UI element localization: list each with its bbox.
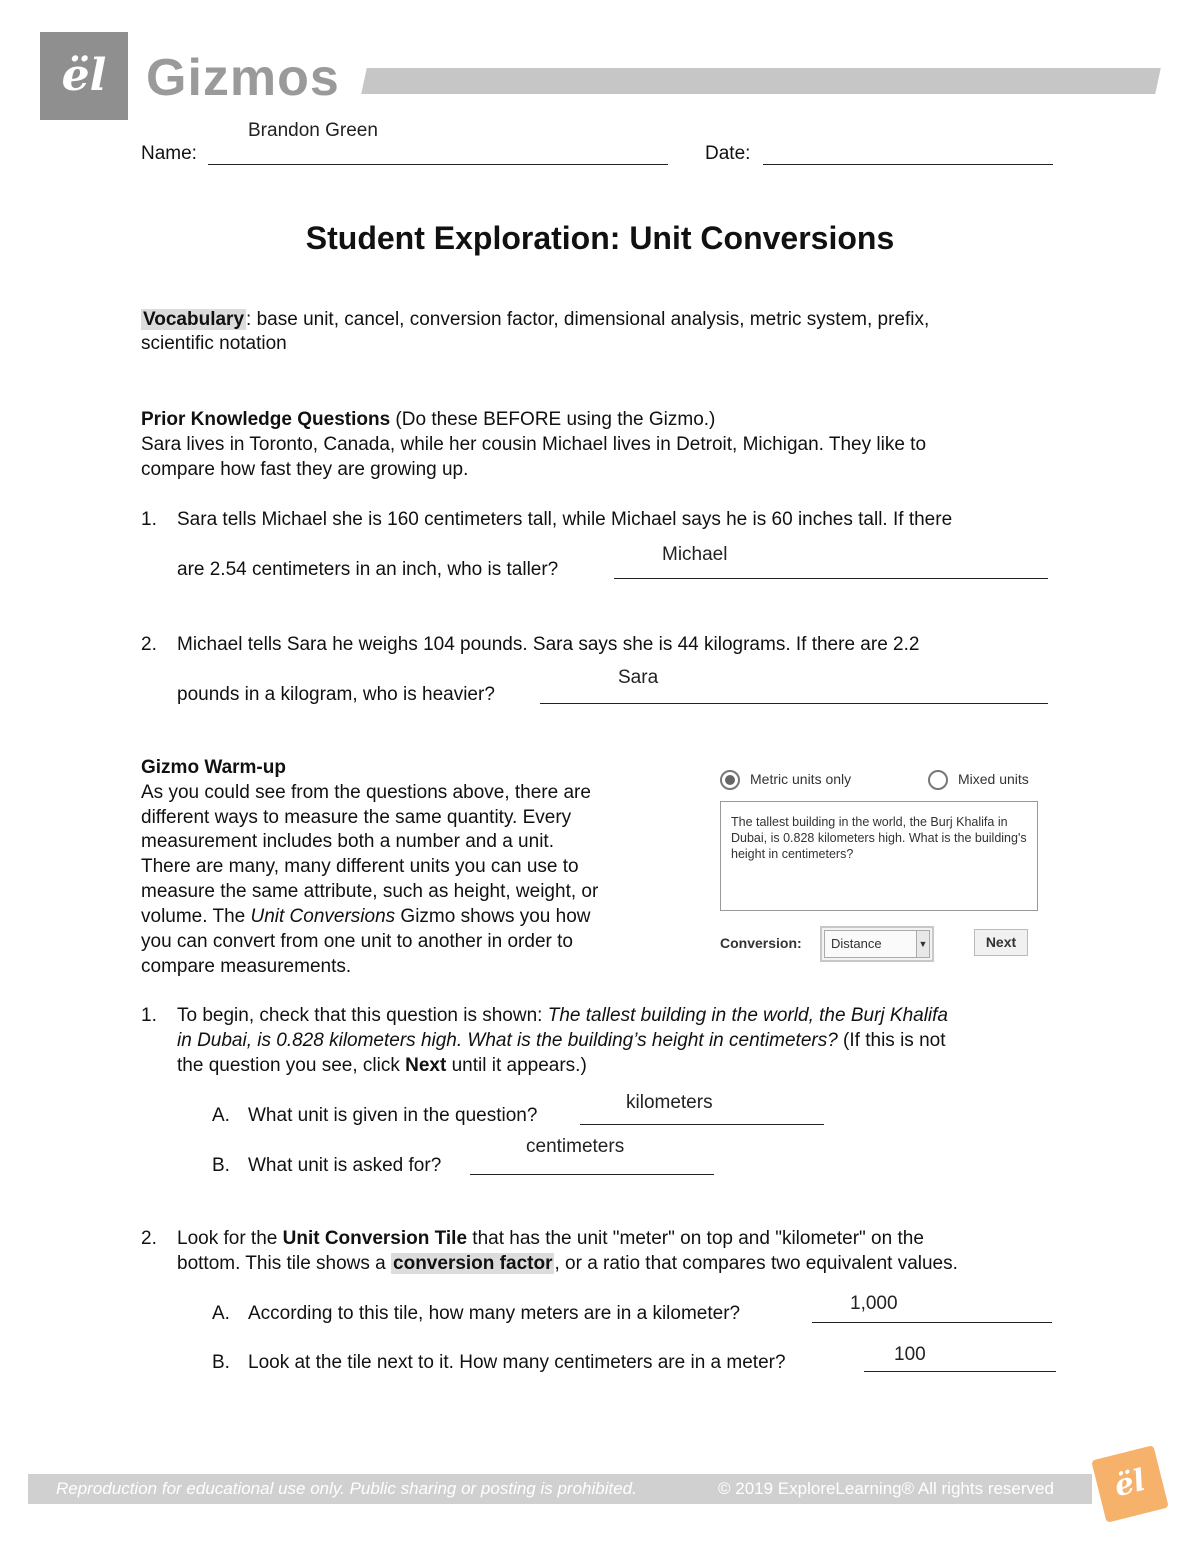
warmup-q2b-label: B. xyxy=(212,1352,230,1373)
warmup-line-7: you can convert from one unit to another in order to xyxy=(141,931,573,952)
date-label: Date: xyxy=(705,143,751,164)
gizmos-logo xyxy=(40,32,128,120)
warmup-line-6-pre: volume. The xyxy=(141,906,251,927)
warmup-q2-line-1-pre: Look for the xyxy=(177,1228,283,1249)
warmup-q2-line-1-post: that has the unit "meter" on top and "kilometer" on the xyxy=(467,1228,924,1249)
date-field[interactable] xyxy=(763,164,1053,165)
metric-units-label: Metric units only xyxy=(750,771,852,787)
pk-q2-line-2: pounds in a kilogram, who is heavier? xyxy=(177,684,495,705)
prior-intro-1: Sara lives in Toronto, Canada, while her cousin Michael lives in Detroit, Michigan. They like to xyxy=(141,434,927,455)
metric-units-radio[interactable] xyxy=(720,770,740,790)
conversion-select[interactable] xyxy=(820,926,934,962)
warmup-q1-number: 1. xyxy=(141,1005,157,1026)
prior-knowledge-title: Prior Knowledge Questions xyxy=(141,409,391,430)
vocabulary-terms-1: : base unit, cancel, conversion factor, dimensional analysis, metric system, prefix, xyxy=(246,309,930,330)
warmup-q2-line-1 xyxy=(177,1226,924,1251)
prior-knowledge-heading xyxy=(141,407,715,432)
warmup-line-6 xyxy=(141,904,591,929)
warmup-q1a-answer-line[interactable] xyxy=(580,1124,824,1125)
warmup-line-1: As you could see from the questions above, there are xyxy=(141,782,591,803)
pk-q2-answer: Sara xyxy=(618,667,659,688)
gizmo-question-box xyxy=(720,801,1038,911)
footer-logo-mark: ël xyxy=(1110,1462,1149,1505)
warmup-line-8: compare measurements. xyxy=(141,956,352,977)
pk-q1-line-1: Sara tells Michael she is 160 centimeters tall, while Michael says he is 60 inches tall. If there xyxy=(177,509,953,530)
pk-q1-line-2: are 2.54 centimeters in an inch, who is taller? xyxy=(177,559,559,580)
brand-name: Gizmos xyxy=(146,49,340,107)
warmup-q1b-answer: centimeters xyxy=(526,1136,625,1157)
warmup-line-5: measure the same attribute, such as height, weight, or xyxy=(141,881,599,902)
vocabulary-line-1 xyxy=(141,307,929,332)
warmup-q1b-label: B. xyxy=(212,1155,230,1176)
prior-intro-2: compare how fast they are growing up. xyxy=(141,459,469,480)
footer-notice: Reproduction for educational use only. Public sharing or posting is prohibited. xyxy=(56,1479,637,1498)
warmup-q1-line-2-post: (If this is not xyxy=(837,1030,946,1051)
warmup-q1a-text: What unit is given in the question? xyxy=(248,1105,538,1126)
warmup-q1b-text: What unit is asked for? xyxy=(248,1155,442,1176)
pk-q2-number: 2. xyxy=(141,634,157,655)
vocabulary-line-2: scientific notation xyxy=(141,333,287,354)
warmup-line-2: different ways to measure the same quantity. Every xyxy=(141,807,572,828)
chevron-down-icon[interactable]: ▼ xyxy=(916,930,930,958)
warmup-q1a-label: A. xyxy=(212,1105,230,1126)
warmup-q2-number: 2. xyxy=(141,1228,157,1249)
warmup-q2b-text: Look at the tile next to it. How many centimeters are in a meter? xyxy=(248,1352,786,1373)
warmup-q1-line-1 xyxy=(177,1003,948,1028)
warmup-line-4: There are many, many different units you can use to xyxy=(141,856,579,877)
gizmo-name: Unit Conversions xyxy=(250,906,396,927)
warmup-q1-line-2-em: in Dubai, is 0.828 kilometers high. What is the building’s height in centimeters? xyxy=(177,1030,838,1051)
conversion-factor-term: conversion factor xyxy=(393,1253,553,1274)
vocabulary-label: Vocabulary xyxy=(143,309,245,330)
warmup-q2a-text: According to this tile, how many meters are in a kilometer? xyxy=(248,1303,741,1324)
footer-copyright: © 2019 ExploreLearning® All rights reserved xyxy=(718,1479,1054,1498)
name-line xyxy=(208,164,668,165)
next-button[interactable]: Next xyxy=(974,929,1028,956)
name-label: Name: xyxy=(141,143,197,164)
header-bar xyxy=(361,68,1161,94)
mixed-units-label: Mixed units xyxy=(958,771,1029,787)
warmup-q2a-label: A. xyxy=(212,1303,230,1324)
warmup-q2b-answer: 100 xyxy=(894,1344,926,1365)
warmup-q1a-answer: kilometers xyxy=(626,1092,713,1113)
warmup-q1-line-3-pre: the question you see, click xyxy=(177,1055,406,1076)
prior-knowledge-note: (Do these BEFORE using the Gizmo.) xyxy=(390,409,716,430)
warmup-heading-text: Gizmo Warm-up xyxy=(141,757,286,778)
warmup-q2a-answer-line[interactable] xyxy=(812,1322,1052,1323)
explorelearning-logo xyxy=(1091,1445,1169,1523)
warmup-heading xyxy=(141,755,286,780)
warmup-q1b-answer-line[interactable] xyxy=(470,1174,714,1175)
pk-q2-line-1: Michael tells Sara he weighs 104 pounds. Sara says she is 44 kilograms. If there are 2.2 xyxy=(177,634,920,655)
warmup-q1-line-1-em: The tallest building in the world, the Burj Khalifa xyxy=(547,1005,948,1026)
pk-q1-answer: Michael xyxy=(662,544,728,565)
pk-q2-answer-line[interactable] xyxy=(540,703,1048,704)
warmup-q2-line-2-pre: bottom. This tile shows a xyxy=(177,1253,392,1274)
logo-mark: ël xyxy=(61,50,107,101)
mixed-units-radio[interactable] xyxy=(928,770,948,790)
page-title: Student Exploration: Unit Conversions xyxy=(305,220,895,256)
warmup-q1-line-3-post: until it appears.) xyxy=(446,1055,587,1076)
warmup-q2-tile-term: Unit Conversion Tile xyxy=(282,1228,468,1249)
conversion-value: Distance xyxy=(824,930,918,958)
warmup-q1-line-1-pre: To begin, check that this question is shown: xyxy=(177,1005,548,1026)
warmup-q1-line-3 xyxy=(177,1053,587,1078)
conversion-label: Conversion: xyxy=(720,935,802,951)
warmup-line-6-post: Gizmo shows you how xyxy=(395,906,591,927)
pk-q1-answer-line[interactable] xyxy=(614,578,1048,579)
warmup-q2-line-2-post: , or a ratio that compares two equivalent values. xyxy=(554,1253,958,1274)
warmup-line-3: measurement includes both a number and a unit. xyxy=(141,831,554,852)
name-value[interactable]: Brandon Green xyxy=(248,120,378,141)
warmup-q1-line-2 xyxy=(177,1028,945,1053)
pk-q1-number: 1. xyxy=(141,509,157,530)
warmup-q2a-answer: 1,000 xyxy=(850,1293,898,1314)
warmup-q2b-answer-line[interactable] xyxy=(864,1371,1056,1372)
warmup-q2-line-2 xyxy=(177,1251,958,1276)
gizmo-question-text: The tallest building in the world, the Burj Khalifa in Dubai, is 0.828 kilometers high. What is the building's height in centimeters? xyxy=(731,815,1027,861)
warmup-q1-next: Next xyxy=(405,1055,447,1076)
